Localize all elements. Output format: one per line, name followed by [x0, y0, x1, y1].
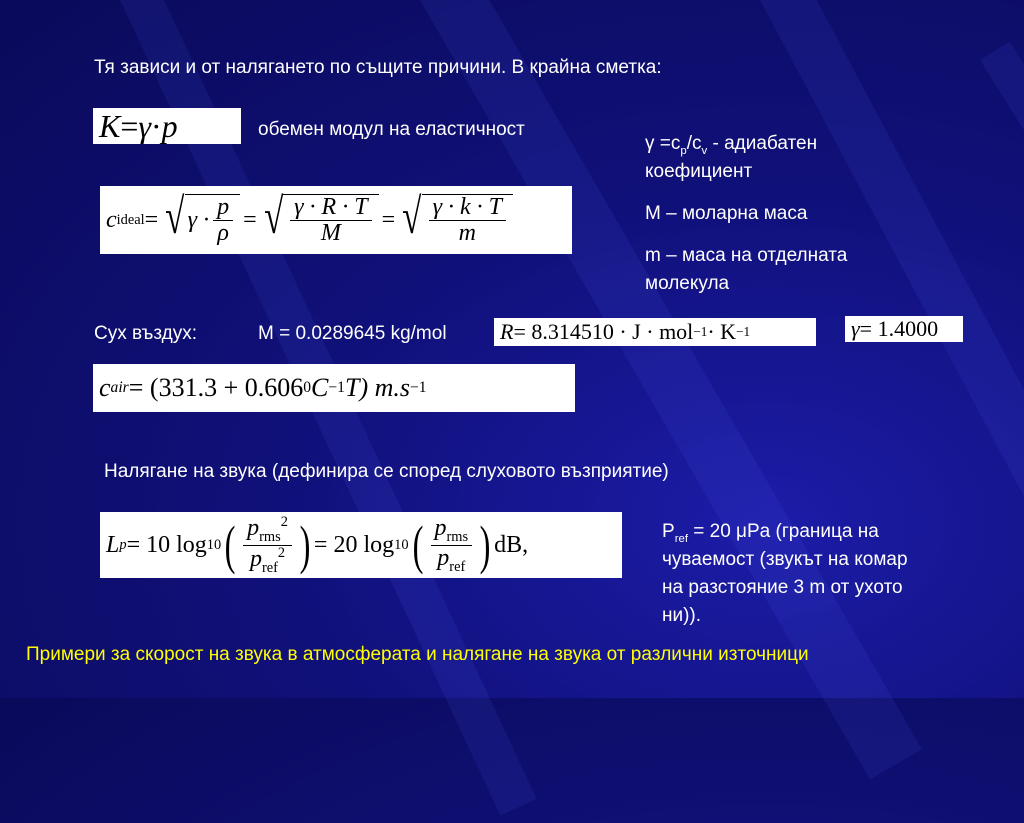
- pref-line-4: ни)).: [662, 605, 702, 626]
- gamma-value-formula: γ = 1.4000: [845, 316, 963, 342]
- gamma-definition-cont: коефициент: [645, 161, 753, 182]
- examples-link[interactable]: Примери за скорост на звука в атмосферата и налягане на звука от различни източници: [26, 644, 809, 665]
- gamma-definition: $\gamma =c_p/c_v$ - адиабатен: [645, 133, 818, 157]
- pref-line-1: $P_{ref} = 20$ μPa (граница на: [662, 521, 879, 545]
- air-speed-formula: c air = (331.3 + 0.606 0 C −1 T ) m.s −1: [93, 364, 575, 412]
- sound-pressure-title: Налягане на звука (дефинира се според слуховото възприятие): [104, 461, 669, 482]
- sound-pressure-level-formula: L p = 10 log 10 ( $\frac{p_{rms}^2}{p_{ref}^2}$ ) = 20 log 10 ( $\frac{p_{rms}}{p_{ref}}$ ) dB,: [100, 512, 622, 578]
- bulk-modulus-label: обемен модул на еластичност: [258, 119, 525, 140]
- molecule-mass-definition: m – маса на отделната: [645, 245, 848, 266]
- bulk-modulus-formula: K = γ · p: [93, 108, 241, 144]
- gas-constant-formula: R = 8.314510 · J · mol −1 · K −1: [494, 318, 816, 346]
- intro-text: Тя зависи и от налягането по същите причини. В крайна сметка:: [94, 57, 662, 78]
- pref-line-2: чуваемост (звукът на комар: [662, 549, 908, 570]
- molar-mass-definition: M – моларна маса: [645, 203, 808, 224]
- background-streak: [760, 0, 1024, 795]
- dry-air-molar-mass: M = 0.0289645 kg/mol: [258, 323, 447, 344]
- molecule-mass-definition-cont: молекула: [645, 273, 730, 294]
- dry-air-label: Сух въздух:: [94, 323, 197, 344]
- pref-line-3: на разстояние 3 m от ухото: [662, 577, 903, 598]
- ideal-speed-formula: c ideal = √ γ · $\frac{p}{\rho}$ = √ $\frac{\gamma \cdot R \cdot T}{M}$ = √ $\frac{\gamma \cdot k \cdot T}{m}$: [100, 186, 572, 254]
